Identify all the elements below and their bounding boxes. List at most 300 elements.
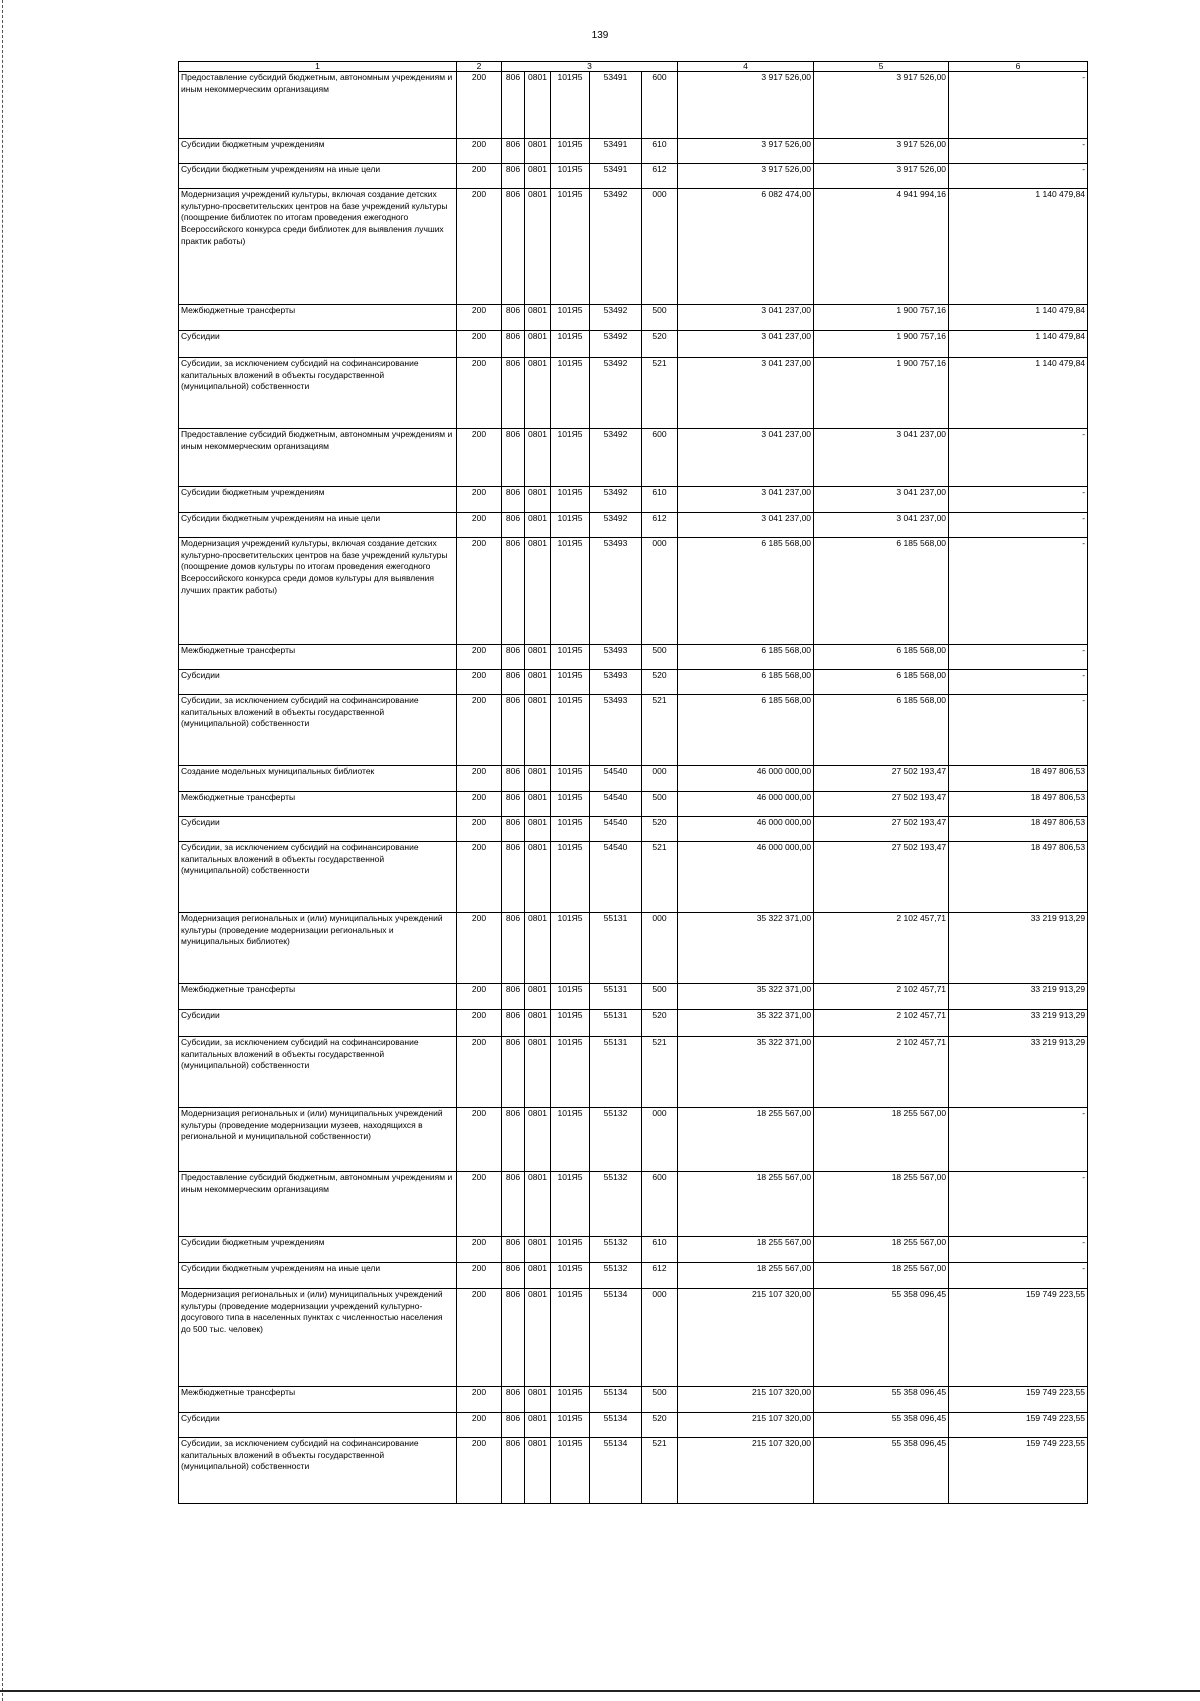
row-amount-remaining: 1 140 479,84	[949, 305, 1088, 331]
row-amount-planned: 6 185 568,00	[678, 645, 814, 670]
row-amount-planned: 3 917 526,00	[678, 164, 814, 189]
row-ministry-code: 806	[502, 792, 525, 817]
row-amount-executed: 3 041 237,00	[814, 487, 949, 513]
row-amount-executed: 1 900 757,16	[814, 305, 949, 331]
row-program-code: 101Я5	[551, 513, 590, 538]
row-program-code: 101Я5	[551, 766, 590, 792]
row-ministry-code: 806	[502, 817, 525, 842]
row-amount-planned: 46 000 000,00	[678, 817, 814, 842]
row-expense-type-code: 520	[642, 331, 678, 358]
row-subsection-code: 0801	[525, 842, 551, 913]
row-name: Субсидии	[179, 670, 457, 695]
row-program-code: 101Я5	[551, 1010, 590, 1037]
row-amount-remaining: 33 219 913,29	[949, 913, 1088, 984]
row-program-code: 101Я5	[551, 670, 590, 695]
row-amount-remaining: -	[949, 645, 1088, 670]
table-row	[179, 1289, 1088, 1387]
row-ministry-code: 806	[502, 670, 525, 695]
row-amount-planned: 215 107 320,00	[678, 1413, 814, 1438]
row-name: Субсидии бюджетным учреждениям	[179, 1237, 457, 1263]
row-expense-type-code: 520	[642, 1413, 678, 1438]
row-ministry-code: 806	[502, 984, 525, 1010]
row-expense-type-code: 600	[642, 429, 678, 487]
row-subsection-code: 0801	[525, 1237, 551, 1263]
header-col-5: 5	[814, 62, 949, 72]
row-name: Модернизация учреждений культуры, включая создание детских культурно-просветительских центров на базе учреждений культуры (поощрение домов культуры по итогам проведения ежегодного Всероссийского конкурса среди домов культуры для выявления лучших практик работы)	[179, 538, 457, 645]
row-expense-type-code: 610	[642, 487, 678, 513]
row-expense-type-code: 500	[642, 305, 678, 331]
row-subsection-code: 0801	[525, 513, 551, 538]
table-row	[179, 913, 1088, 984]
row-name: Субсидии	[179, 1010, 457, 1037]
row-amount-planned: 6 082 474,00	[678, 189, 814, 305]
row-amount-executed: 27 502 193,47	[814, 817, 949, 842]
row-amount-planned: 18 255 567,00	[678, 1172, 814, 1237]
table-row	[179, 487, 1088, 513]
row-direction-code: 53493	[590, 645, 642, 670]
row-section-code: 200	[457, 1438, 502, 1504]
row-ministry-code: 806	[502, 513, 525, 538]
row-section-code: 200	[457, 358, 502, 429]
row-amount-remaining: -	[949, 1237, 1088, 1263]
row-expense-type-code: 610	[642, 1237, 678, 1263]
row-section-code: 200	[457, 164, 502, 189]
row-ministry-code: 806	[502, 139, 525, 164]
row-amount-planned: 46 000 000,00	[678, 792, 814, 817]
row-name: Субсидии, за исключением субсидий на софинансирование капитальных вложений в объекты государственной (муниципальной) собственности	[179, 842, 457, 913]
row-program-code: 101Я5	[551, 695, 590, 766]
row-subsection-code: 0801	[525, 331, 551, 358]
row-name: Межбюджетные трансферты	[179, 984, 457, 1010]
row-program-code: 101Я5	[551, 1289, 590, 1387]
row-program-code: 101Я5	[551, 1037, 590, 1108]
row-amount-planned: 215 107 320,00	[678, 1387, 814, 1413]
row-subsection-code: 0801	[525, 189, 551, 305]
row-ministry-code: 806	[502, 189, 525, 305]
row-amount-executed: 55 358 096,45	[814, 1438, 949, 1504]
row-direction-code: 53492	[590, 305, 642, 331]
row-direction-code: 55131	[590, 984, 642, 1010]
row-amount-planned: 3 041 237,00	[678, 513, 814, 538]
row-amount-remaining: 18 497 806,53	[949, 766, 1088, 792]
table-row	[179, 358, 1088, 429]
row-amount-remaining: 18 497 806,53	[949, 842, 1088, 913]
row-program-code: 101Я5	[551, 358, 590, 429]
row-direction-code: 54540	[590, 842, 642, 913]
row-section-code: 200	[457, 513, 502, 538]
row-expense-type-code: 612	[642, 1263, 678, 1289]
row-amount-executed: 4 941 994,16	[814, 189, 949, 305]
row-amount-planned: 6 185 568,00	[678, 538, 814, 645]
row-amount-executed: 6 185 568,00	[814, 538, 949, 645]
row-ministry-code: 806	[502, 1263, 525, 1289]
row-amount-planned: 18 255 567,00	[678, 1108, 814, 1172]
row-amount-executed: 2 102 457,71	[814, 1037, 949, 1108]
row-amount-remaining: -	[949, 429, 1088, 487]
table-row	[179, 72, 1088, 139]
row-amount-executed: 18 255 567,00	[814, 1172, 949, 1237]
row-direction-code: 55131	[590, 1037, 642, 1108]
table-row	[179, 1413, 1088, 1438]
table-row	[179, 766, 1088, 792]
row-subsection-code: 0801	[525, 670, 551, 695]
row-expense-type-code: 521	[642, 1438, 678, 1504]
row-program-code: 101Я5	[551, 164, 590, 189]
row-amount-planned: 18 255 567,00	[678, 1237, 814, 1263]
row-name: Модернизация региональных и (или) муниципальных учреждений культуры (проведение модернизации музеев, находящихся в региональной и муниципальной собственности)	[179, 1108, 457, 1172]
row-direction-code: 55132	[590, 1108, 642, 1172]
table-row	[179, 984, 1088, 1010]
row-section-code: 200	[457, 1172, 502, 1237]
row-section-code: 200	[457, 984, 502, 1010]
row-amount-remaining: -	[949, 1172, 1088, 1237]
row-ministry-code: 806	[502, 1237, 525, 1263]
row-name: Предоставление субсидий бюджетным, автономным учреждениям и иным некоммерческим организациям	[179, 429, 457, 487]
row-direction-code: 53493	[590, 538, 642, 645]
table-row	[179, 189, 1088, 305]
row-amount-executed: 2 102 457,71	[814, 984, 949, 1010]
row-direction-code: 53492	[590, 331, 642, 358]
row-amount-planned: 3 917 526,00	[678, 72, 814, 139]
row-ministry-code: 806	[502, 1010, 525, 1037]
row-section-code: 200	[457, 1413, 502, 1438]
table-row	[179, 1438, 1088, 1504]
row-amount-executed: 6 185 568,00	[814, 645, 949, 670]
row-subsection-code: 0801	[525, 817, 551, 842]
row-amount-planned: 3 041 237,00	[678, 331, 814, 358]
row-subsection-code: 0801	[525, 305, 551, 331]
row-expense-type-code: 500	[642, 984, 678, 1010]
row-expense-type-code: 000	[642, 1108, 678, 1172]
row-ministry-code: 806	[502, 1172, 525, 1237]
row-ministry-code: 806	[502, 487, 525, 513]
row-expense-type-code: 600	[642, 72, 678, 139]
row-expense-type-code: 520	[642, 1010, 678, 1037]
row-section-code: 200	[457, 1387, 502, 1413]
row-amount-executed: 6 185 568,00	[814, 670, 949, 695]
table-row	[179, 817, 1088, 842]
row-program-code: 101Я5	[551, 538, 590, 645]
table-row	[179, 792, 1088, 817]
row-subsection-code: 0801	[525, 358, 551, 429]
row-name: Субсидии, за исключением субсидий на софинансирование капитальных вложений в объекты государственной (муниципальной) собственности	[179, 358, 457, 429]
row-expense-type-code: 500	[642, 1387, 678, 1413]
row-section-code: 200	[457, 305, 502, 331]
row-expense-type-code: 500	[642, 645, 678, 670]
row-name: Создание модельных муниципальных библиотек	[179, 766, 457, 792]
row-expense-type-code: 000	[642, 1289, 678, 1387]
row-amount-planned: 3 917 526,00	[678, 139, 814, 164]
row-name: Межбюджетные трансферты	[179, 305, 457, 331]
row-section-code: 200	[457, 792, 502, 817]
row-amount-remaining: -	[949, 1263, 1088, 1289]
row-amount-executed: 55 358 096,45	[814, 1413, 949, 1438]
row-amount-executed: 18 255 567,00	[814, 1108, 949, 1172]
row-name: Субсидии бюджетным учреждениям	[179, 139, 457, 164]
row-ministry-code: 806	[502, 331, 525, 358]
row-amount-remaining: -	[949, 538, 1088, 645]
row-section-code: 200	[457, 429, 502, 487]
row-ministry-code: 806	[502, 1108, 525, 1172]
row-program-code: 101Я5	[551, 331, 590, 358]
row-amount-planned: 35 322 371,00	[678, 913, 814, 984]
row-expense-type-code: 000	[642, 766, 678, 792]
row-section-code: 200	[457, 913, 502, 984]
row-subsection-code: 0801	[525, 487, 551, 513]
row-amount-executed: 2 102 457,71	[814, 1010, 949, 1037]
row-program-code: 101Я5	[551, 1413, 590, 1438]
row-amount-executed: 3 917 526,00	[814, 164, 949, 189]
row-program-code: 101Я5	[551, 305, 590, 331]
row-name: Субсидии	[179, 817, 457, 842]
header-col-2: 2	[457, 62, 502, 72]
row-expense-type-code: 520	[642, 670, 678, 695]
row-direction-code: 55132	[590, 1263, 642, 1289]
row-direction-code: 53492	[590, 358, 642, 429]
row-amount-executed: 1 900 757,16	[814, 331, 949, 358]
budget-table	[178, 61, 1088, 1504]
row-subsection-code: 0801	[525, 1413, 551, 1438]
row-amount-executed: 27 502 193,47	[814, 766, 949, 792]
row-expense-type-code: 500	[642, 792, 678, 817]
row-amount-remaining: -	[949, 139, 1088, 164]
row-section-code: 200	[457, 645, 502, 670]
row-ministry-code: 806	[502, 72, 525, 139]
row-section-code: 200	[457, 1289, 502, 1387]
row-program-code: 101Я5	[551, 817, 590, 842]
row-section-code: 200	[457, 72, 502, 139]
row-subsection-code: 0801	[525, 913, 551, 984]
table-row	[179, 429, 1088, 487]
row-section-code: 200	[457, 538, 502, 645]
row-section-code: 200	[457, 331, 502, 358]
row-program-code: 101Я5	[551, 72, 590, 139]
row-amount-planned: 3 041 237,00	[678, 305, 814, 331]
row-amount-planned: 215 107 320,00	[678, 1289, 814, 1387]
row-amount-remaining: 33 219 913,29	[949, 984, 1088, 1010]
row-amount-remaining: 159 749 223,55	[949, 1387, 1088, 1413]
header-col-6: 6	[949, 62, 1088, 72]
row-program-code: 101Я5	[551, 1263, 590, 1289]
row-program-code: 101Я5	[551, 1237, 590, 1263]
table-row	[179, 331, 1088, 358]
row-program-code: 101Я5	[551, 139, 590, 164]
row-expense-type-code: 521	[642, 358, 678, 429]
row-name: Межбюджетные трансферты	[179, 645, 457, 670]
table-row	[179, 1037, 1088, 1108]
row-program-code: 101Я5	[551, 792, 590, 817]
row-direction-code: 53491	[590, 164, 642, 189]
row-ministry-code: 806	[502, 842, 525, 913]
table-body	[179, 72, 1088, 1504]
row-amount-planned: 6 185 568,00	[678, 670, 814, 695]
row-amount-remaining: 18 497 806,53	[949, 817, 1088, 842]
row-direction-code: 55132	[590, 1172, 642, 1237]
row-section-code: 200	[457, 766, 502, 792]
row-amount-remaining: -	[949, 487, 1088, 513]
row-amount-remaining: 1 140 479,84	[949, 189, 1088, 305]
row-subsection-code: 0801	[525, 1263, 551, 1289]
row-program-code: 101Я5	[551, 842, 590, 913]
row-subsection-code: 0801	[525, 164, 551, 189]
row-direction-code: 53493	[590, 695, 642, 766]
row-direction-code: 55134	[590, 1289, 642, 1387]
table-row	[179, 670, 1088, 695]
row-amount-planned: 3 041 237,00	[678, 358, 814, 429]
row-amount-planned: 35 322 371,00	[678, 984, 814, 1010]
row-amount-remaining: -	[949, 670, 1088, 695]
row-direction-code: 55134	[590, 1387, 642, 1413]
row-subsection-code: 0801	[525, 1387, 551, 1413]
table-row	[179, 1387, 1088, 1413]
row-expense-type-code: 521	[642, 1037, 678, 1108]
table-row	[179, 1237, 1088, 1263]
row-amount-remaining: 159 749 223,55	[949, 1438, 1088, 1504]
row-amount-planned: 18 255 567,00	[678, 1263, 814, 1289]
row-name: Межбюджетные трансферты	[179, 792, 457, 817]
row-name: Межбюджетные трансферты	[179, 1387, 457, 1413]
row-subsection-code: 0801	[525, 695, 551, 766]
table-row	[179, 139, 1088, 164]
row-direction-code: 55131	[590, 1010, 642, 1037]
row-direction-code: 55131	[590, 913, 642, 984]
row-subsection-code: 0801	[525, 72, 551, 139]
row-program-code: 101Я5	[551, 645, 590, 670]
row-direction-code: 53492	[590, 429, 642, 487]
row-program-code: 101Я5	[551, 429, 590, 487]
row-direction-code: 53491	[590, 139, 642, 164]
row-section-code: 200	[457, 189, 502, 305]
row-amount-planned: 3 041 237,00	[678, 487, 814, 513]
row-ministry-code: 806	[502, 429, 525, 487]
row-section-code: 200	[457, 487, 502, 513]
row-section-code: 200	[457, 695, 502, 766]
row-section-code: 200	[457, 139, 502, 164]
row-name: Субсидии бюджетным учреждениям на иные цели	[179, 1263, 457, 1289]
row-amount-remaining: 1 140 479,84	[949, 331, 1088, 358]
row-name: Предоставление субсидий бюджетным, автономным учреждениям и иным некоммерческим организациям	[179, 72, 457, 139]
row-amount-executed: 55 358 096,45	[814, 1289, 949, 1387]
row-amount-remaining: 159 749 223,55	[949, 1289, 1088, 1387]
row-amount-executed: 2 102 457,71	[814, 913, 949, 984]
row-expense-type-code: 610	[642, 139, 678, 164]
table-row	[179, 305, 1088, 331]
row-amount-planned: 46 000 000,00	[678, 842, 814, 913]
row-amount-executed: 18 255 567,00	[814, 1237, 949, 1263]
row-ministry-code: 806	[502, 358, 525, 429]
row-ministry-code: 806	[502, 1387, 525, 1413]
row-name: Субсидии	[179, 331, 457, 358]
row-subsection-code: 0801	[525, 139, 551, 164]
row-name: Субсидии, за исключением субсидий на софинансирование капитальных вложений в объекты государственной (муниципальной) собственности	[179, 1037, 457, 1108]
header-row	[179, 62, 1088, 72]
header-col-4: 4	[678, 62, 814, 72]
row-amount-executed: 55 358 096,45	[814, 1387, 949, 1413]
row-amount-executed: 3 041 237,00	[814, 513, 949, 538]
row-amount-planned: 46 000 000,00	[678, 766, 814, 792]
row-ministry-code: 806	[502, 645, 525, 670]
row-amount-executed: 6 185 568,00	[814, 695, 949, 766]
row-expense-type-code: 000	[642, 538, 678, 645]
row-name: Субсидии, за исключением субсидий на софинансирование капитальных вложений в объекты государственной (муниципальной) собственности	[179, 1438, 457, 1504]
row-direction-code: 54540	[590, 817, 642, 842]
row-name: Модернизация региональных и (или) муниципальных учреждений культуры (проведение модернизации региональных и муниципальных библиотек)	[179, 913, 457, 984]
table-row	[179, 513, 1088, 538]
row-expense-type-code: 521	[642, 842, 678, 913]
table-row	[179, 695, 1088, 766]
row-subsection-code: 0801	[525, 429, 551, 487]
table-row	[179, 538, 1088, 645]
row-subsection-code: 0801	[525, 1172, 551, 1237]
row-subsection-code: 0801	[525, 1289, 551, 1387]
row-amount-executed: 18 255 567,00	[814, 1263, 949, 1289]
row-amount-remaining: -	[949, 1108, 1088, 1172]
row-direction-code: 53492	[590, 189, 642, 305]
row-program-code: 101Я5	[551, 1438, 590, 1504]
table-row	[179, 1172, 1088, 1237]
row-program-code: 101Я5	[551, 189, 590, 305]
row-ministry-code: 806	[502, 1438, 525, 1504]
row-direction-code: 53492	[590, 487, 642, 513]
row-amount-remaining: -	[949, 72, 1088, 139]
row-amount-executed: 3 917 526,00	[814, 72, 949, 139]
row-section-code: 200	[457, 842, 502, 913]
row-amount-planned: 6 185 568,00	[678, 695, 814, 766]
row-program-code: 101Я5	[551, 1172, 590, 1237]
row-subsection-code: 0801	[525, 1037, 551, 1108]
row-section-code: 200	[457, 1108, 502, 1172]
row-amount-remaining: 159 749 223,55	[949, 1413, 1088, 1438]
row-name: Субсидии бюджетным учреждениям	[179, 487, 457, 513]
row-amount-executed: 3 917 526,00	[814, 139, 949, 164]
row-name: Модернизация региональных и (или) муниципальных учреждений культуры (проведение модернизации учреждений культурно-досугового типа в населенных пунктах с численностью населения до 500 тыс. человек)	[179, 1289, 457, 1387]
row-program-code: 101Я5	[551, 1387, 590, 1413]
row-name: Субсидии, за исключением субсидий на софинансирование капитальных вложений в объекты государственной (муниципальной) собственности	[179, 695, 457, 766]
row-section-code: 200	[457, 817, 502, 842]
row-amount-executed: 27 502 193,47	[814, 792, 949, 817]
table-row	[179, 645, 1088, 670]
row-amount-remaining: 18 497 806,53	[949, 792, 1088, 817]
row-expense-type-code: 521	[642, 695, 678, 766]
row-subsection-code: 0801	[525, 645, 551, 670]
row-ministry-code: 806	[502, 164, 525, 189]
row-amount-executed: 1 900 757,16	[814, 358, 949, 429]
row-section-code: 200	[457, 1263, 502, 1289]
row-amount-planned: 35 322 371,00	[678, 1010, 814, 1037]
row-expense-type-code: 600	[642, 1172, 678, 1237]
row-amount-remaining: -	[949, 695, 1088, 766]
row-amount-remaining: -	[949, 513, 1088, 538]
page-number: 139	[591, 30, 609, 41]
row-ministry-code: 806	[502, 305, 525, 331]
row-name: Предоставление субсидий бюджетным, автономным учреждениям и иным некоммерческим организациям	[179, 1172, 457, 1237]
row-subsection-code: 0801	[525, 1108, 551, 1172]
row-subsection-code: 0801	[525, 984, 551, 1010]
row-ministry-code: 806	[502, 695, 525, 766]
table-row	[179, 164, 1088, 189]
row-name: Субсидии бюджетным учреждениям на иные цели	[179, 164, 457, 189]
row-program-code: 101Я5	[551, 984, 590, 1010]
row-expense-type-code: 612	[642, 164, 678, 189]
row-expense-type-code: 000	[642, 913, 678, 984]
row-expense-type-code: 612	[642, 513, 678, 538]
row-amount-remaining: -	[949, 164, 1088, 189]
row-direction-code: 54540	[590, 792, 642, 817]
row-expense-type-code: 000	[642, 189, 678, 305]
row-section-code: 200	[457, 1237, 502, 1263]
row-direction-code: 55134	[590, 1438, 642, 1504]
row-subsection-code: 0801	[525, 1010, 551, 1037]
